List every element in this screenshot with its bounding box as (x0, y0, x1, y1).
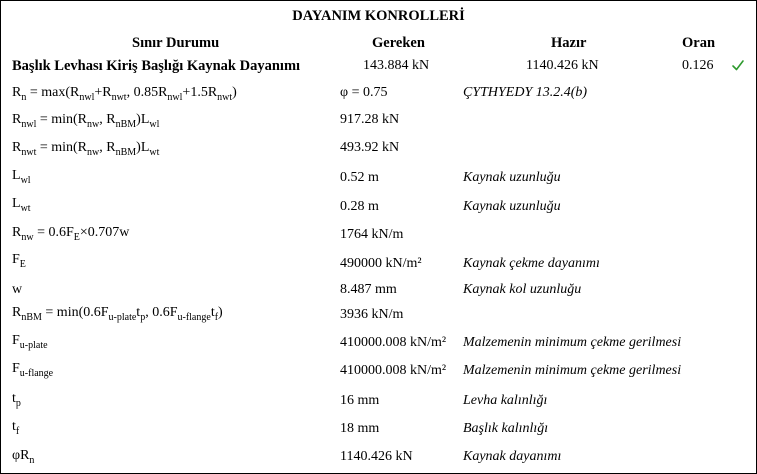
lwl-value: 0.52 m (340, 170, 379, 185)
lwt-value: 0.28 m (340, 199, 379, 214)
report-title: DAYANIM KONROLLERİ (292, 8, 465, 24)
tp-note: Levha kalınlığı (463, 393, 548, 408)
symbol-lwl: $L_{wl}$ (12, 168, 31, 186)
rnbm-value: 3936 kN/m (340, 307, 404, 322)
header-ratio: Oran (682, 35, 716, 51)
rnwl-value: 917.28 kN (340, 112, 400, 127)
header-limit-state: Sınır Durumu (132, 35, 220, 51)
formula-rnbm: $R_{nBM} = \min(0.6F_{u-plate}t_p$, $0.6F_{u-flange}t_f$) (12, 305, 223, 323)
symbol-fe: $F_E$ (12, 252, 26, 270)
code-reference: ÇYTHYEDY 13.2.4(b) (463, 85, 588, 100)
fu-flange-value: 410000.008 kN/m² (340, 363, 447, 378)
symbol-phi-rn: $\varphi R_n$ (12, 448, 35, 466)
fe-value: 490000 kN/m² (340, 256, 422, 271)
phi-value: φ = 0.75 (340, 85, 388, 100)
formula-rn: $R_n = \max(R_{nwl}+R_{nwt}$, $0.85R_{nwl}+1.5R_{nwt}$) (12, 85, 237, 103)
rnw-value: 1764 kN/m (340, 227, 404, 242)
summary-available: 1140.426 kN (526, 58, 599, 73)
header-available: Hazır (551, 35, 587, 51)
fu-plate-note: Malzemenin minimum çekme gerilmesi (463, 335, 682, 350)
symbol-w: w (12, 282, 23, 297)
check-icon (731, 58, 745, 72)
w-note: Kaynak kol uzunluğu (463, 282, 582, 297)
tf-note: Başlık kalınlığı (463, 421, 549, 436)
symbol-fu-plate: $F_{u-plate}$ (12, 333, 48, 351)
phi-rn-note: Kaynak dayanımı (463, 449, 562, 464)
formula-rnwl: $R_{nwl} = \min(R_{nw}$, $R_{nBM})L_{wl}$ (12, 112, 160, 130)
header-required: Gereken (372, 35, 425, 51)
formula-rnwt: $R_{nwt} = \min(R_{nw}$, $R_{nBM})L_{wt}$ (12, 140, 160, 158)
summary-required: 143.884 kN (363, 58, 430, 73)
symbol-tp: $t_p$ (12, 391, 21, 409)
fu-plate-value: 410000.008 kN/m² (340, 335, 447, 350)
fu-flange-note: Malzemenin minimum çekme gerilmesi (463, 363, 682, 378)
summary-label: Başlık Levhası Kiriş Başlığı Kaynak Dayanımı (12, 58, 301, 74)
tf-value: 18 mm (340, 421, 380, 436)
phi-rn-value: 1140.426 kN (340, 449, 413, 464)
symbol-fu-flange: $F_{u-flange}$ (12, 361, 54, 379)
formula-rnw: $R_{nw} = 0.6F_E\times 0.707w$ (12, 225, 130, 243)
w-value: 8.487 mm (340, 282, 397, 297)
fe-note: Kaynak çekme dayanımı (463, 256, 600, 271)
symbol-lwt: $L_{wt}$ (12, 196, 31, 214)
symbol-tf: $t_f$ (12, 419, 20, 437)
summary-ratio: 0.126 (682, 58, 714, 73)
rnwt-value: 493.92 kN (340, 140, 400, 155)
lwt-note: Kaynak uzunluğu (463, 199, 561, 214)
lwl-note: Kaynak uzunluğu (463, 170, 561, 185)
tp-value: 16 mm (340, 393, 380, 408)
